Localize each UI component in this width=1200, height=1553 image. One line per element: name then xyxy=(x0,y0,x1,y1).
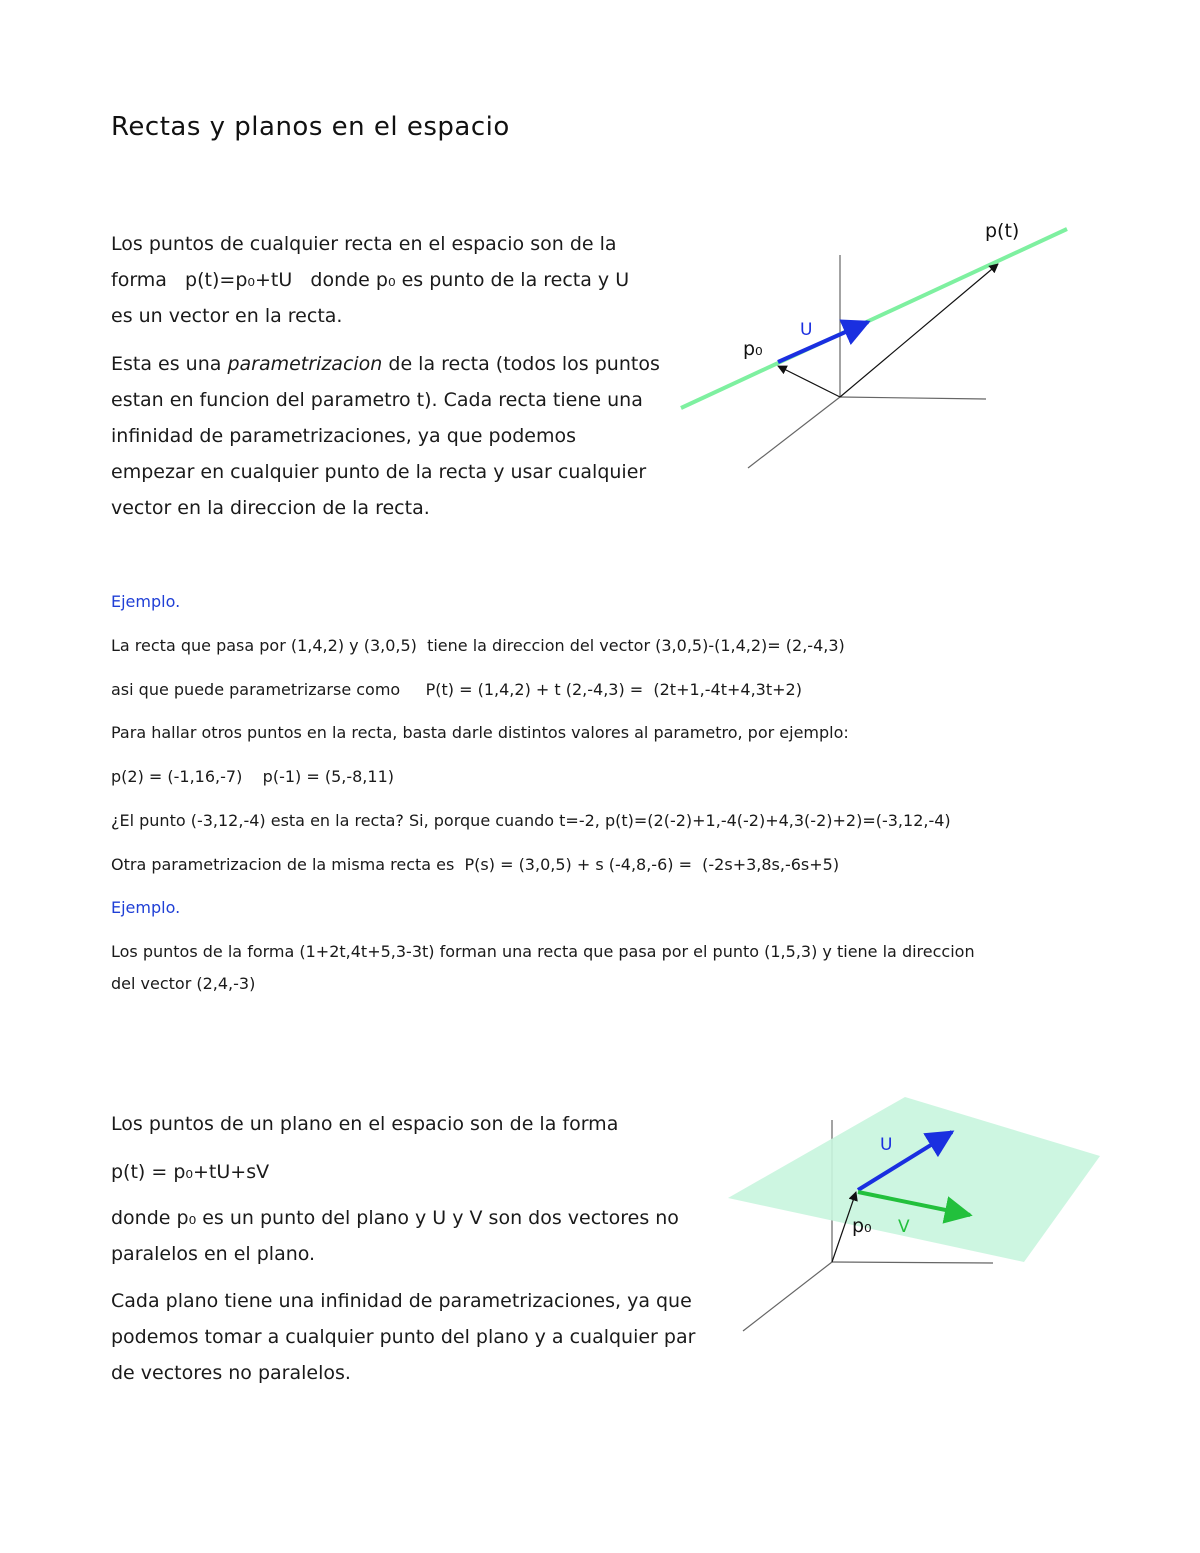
example-line: asi que puede parametrizarse como P(t) = (1,4,2) + t (2,-4,3) = (2t+1,-4t+4,3t+2) xyxy=(111,680,802,699)
text-line: Los puntos de la forma (1+2t,4t+5,3-3t) forman una recta que pasa por el punto (1,5,3) y tiene la direccion xyxy=(111,942,975,961)
label-u: U xyxy=(880,1135,893,1155)
plane-parametrizations-paragraph xyxy=(111,1283,731,1391)
emphasis-term: parametrizacion xyxy=(227,353,383,375)
text-line: es un vector en la recta. xyxy=(111,305,343,327)
plane-formula: p(t) = p₀+tU+sV xyxy=(111,1161,270,1183)
plane-in-space-figure xyxy=(720,1090,1110,1340)
plane-surface xyxy=(728,1097,1100,1262)
example-line: p(2) = (-1,16,-7) p(-1) = (5,-8,11) xyxy=(111,767,394,786)
y-axis xyxy=(840,397,986,399)
label-pt: p(t) xyxy=(985,220,1020,242)
x-axis xyxy=(748,397,840,468)
text-line: Cada plano tiene una infinidad de parametrizaciones, ya que xyxy=(111,1290,692,1312)
text-line: del vector (2,4,-3) xyxy=(111,974,256,993)
example-heading: Ejemplo. xyxy=(111,898,181,917)
pt-position-vector xyxy=(840,264,998,397)
text-span: de la recta (todos los puntos xyxy=(382,353,660,375)
vector-u xyxy=(778,322,868,362)
plane-intro-paragraph xyxy=(111,1106,731,1142)
text-line: Los puntos de cualquier recta en el espacio son de la xyxy=(111,233,617,255)
plane-definition-paragraph xyxy=(111,1200,731,1272)
x-axis xyxy=(743,1262,832,1331)
text-line: Los puntos de un plano en el espacio son de la forma xyxy=(111,1113,619,1135)
page-title: Rectas y planos en el espacio xyxy=(111,112,510,142)
text-line: empezar en cualquier punto de la recta y usar cualquier xyxy=(111,461,647,483)
text-line: infinidad de parametrizaciones, ya que podemos xyxy=(111,425,576,447)
text-span: Esta es una xyxy=(111,353,228,375)
y-axis xyxy=(832,1262,993,1263)
example-paragraph xyxy=(111,936,1111,1000)
label-u: U xyxy=(800,320,813,340)
label-p0: p₀ xyxy=(852,1215,872,1237)
example-heading: Ejemplo. xyxy=(111,592,181,611)
example-line: La recta que pasa por (1,4,2) y (3,0,5) tiene la direccion del vector (3,0,5)-(1,4,2)= (2,-4,3) xyxy=(111,636,845,655)
p0-position-vector xyxy=(778,366,840,397)
green-line xyxy=(681,229,1067,408)
line-intro-paragraph xyxy=(111,226,711,334)
example-line: ¿El punto (-3,12,-4) esta en la recta? Si, porque cuando t=-2, p(t)=(2(-2)+1,-4(-2)+4,3(-2)+2)=(-3,12,-4) xyxy=(111,811,951,830)
text-line: donde p₀ es un punto del plano y U y V son dos vectores no xyxy=(111,1207,679,1229)
text-line: vector en la direccion de la recta. xyxy=(111,497,430,519)
example-line: Para hallar otros puntos en la recta, basta darle distintos valores al parametro, por ejemplo: xyxy=(111,723,849,742)
label-p0: p₀ xyxy=(743,338,763,360)
parametrization-paragraph xyxy=(111,346,711,526)
text-line: podemos tomar a cualquier punto del plano y a cualquier par xyxy=(111,1326,696,1348)
text-line xyxy=(111,346,711,382)
text-line: forma p(t)=p₀+tU donde p₀ es punto de la recta y U xyxy=(111,269,630,291)
text-line: de vectores no paralelos. xyxy=(111,1362,351,1384)
text-line: estan en funcion del parametro t). Cada recta tiene una xyxy=(111,389,643,411)
text-line: paralelos en el plano. xyxy=(111,1243,316,1265)
line-in-space-figure xyxy=(670,210,1090,490)
example-line: Otra parametrizacion de la misma recta es P(s) = (3,0,5) + s (-4,8,-6) = (-2s+3,8s,-6s+5) xyxy=(111,855,840,874)
label-v: V xyxy=(898,1217,910,1237)
